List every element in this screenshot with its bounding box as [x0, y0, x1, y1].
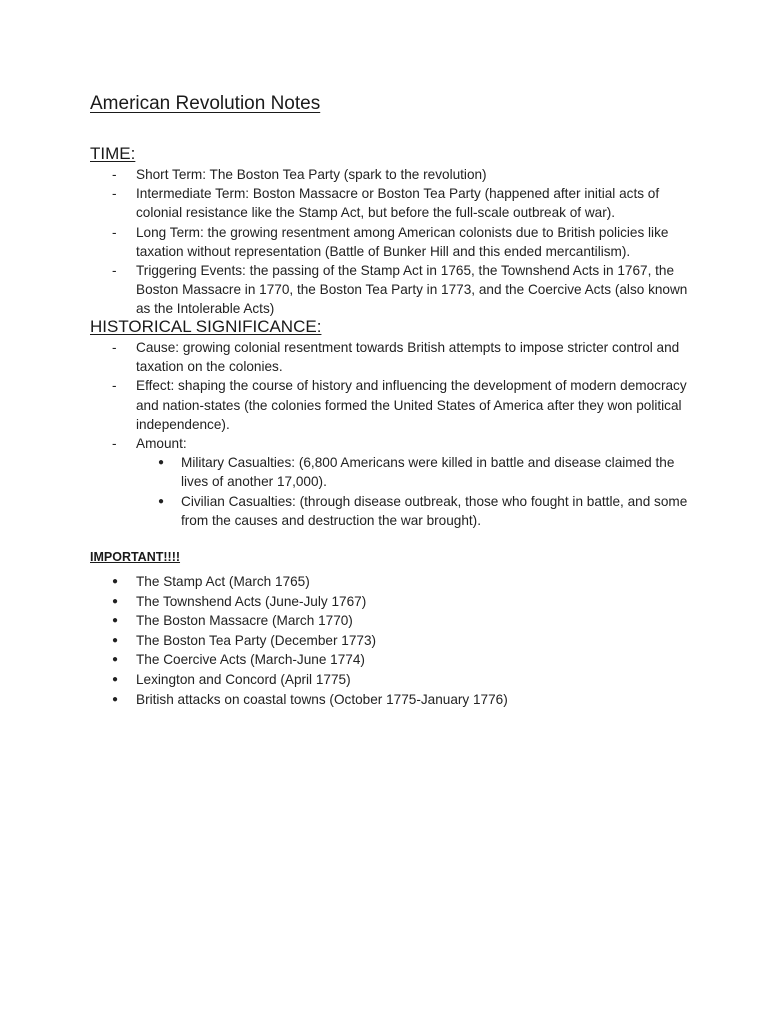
list-item-text: British attacks on coastal towns (October 1775-January 1776) — [136, 691, 508, 707]
dash-marker: - — [112, 224, 117, 240]
significance-list — [90, 338, 690, 530]
list-item — [90, 165, 690, 184]
bullet-icon: ● — [112, 693, 119, 705]
bullet-icon: ● — [112, 634, 119, 646]
list-item-text: Amount: — [136, 436, 187, 452]
sub-list-item-text: Military Casualties: (6,800 Americans were killed in battle and disease claimed the lives of another 17,000). — [181, 455, 675, 490]
historical-significance-heading: HISTORICAL SIGNIFICANCE: — [90, 317, 322, 336]
list-item-text: Lexington and Concord (April 1775) — [136, 671, 351, 687]
bullet-icon: ● — [112, 654, 119, 666]
list-item-text: Effect: shaping the course of history and influencing the development of modern democracy and nation-states (the colonies formed the United States of America after they won political independence). — [136, 378, 687, 432]
list-item-text: Intermediate Term: Boston Massacre or Boston Tea Party (happened after initial acts of colonial resistance like the Stamp Act, but before the full-scale outbreak of war). — [136, 186, 660, 221]
sub-list-item — [136, 453, 690, 491]
time-heading: TIME: — [90, 144, 136, 163]
important-label: IMPORTANT!!!! — [90, 550, 181, 564]
bullet-icon: ● — [112, 673, 119, 685]
list-item — [90, 184, 690, 222]
time-list — [90, 165, 690, 319]
list-item-text: The Stamp Act (March 1765) — [136, 574, 310, 589]
list-item — [90, 376, 690, 434]
list-item-text: The Townshend Acts (June-July 1767) — [136, 593, 367, 609]
list-item-text: The Boston Massacre (March 1770) — [136, 613, 353, 629]
list-item-text: Short Term: The Boston Tea Party (spark to the revolution) — [136, 167, 487, 182]
sub-list-item — [136, 492, 690, 530]
bullet-icon: ● — [112, 615, 119, 627]
amount-sublist — [136, 453, 690, 530]
dash-marker: - — [112, 378, 117, 394]
list-item — [90, 631, 690, 651]
list-item-text: Triggering Events: the passing of the Stamp Act in 1765, the Townshend Acts in 1767, the Boston Massacre in 1770, the Boston Tea Party in 1773, and the Coercive Acts (also known as the Intolerable Acts) — [136, 263, 688, 317]
bullet-icon: ● — [158, 495, 165, 507]
list-item — [90, 650, 690, 670]
bullet-icon: ● — [112, 595, 119, 607]
list-item — [90, 338, 690, 376]
dash-marker: - — [112, 186, 117, 202]
list-item — [90, 434, 690, 530]
list-item-text: Long Term: the growing resentment among American colonists due to British policies like taxation without representation (Battle of Bunker Hill and this ended mercantilism). — [136, 224, 669, 259]
list-item — [90, 261, 690, 319]
list-item-text: The Boston Tea Party (December 1773) — [136, 632, 377, 648]
list-item — [90, 223, 690, 261]
list-item-text: Cause: growing colonial resentment towards British attempts to impose stricter control and taxation on the colonies. — [136, 340, 680, 375]
list-item — [90, 572, 690, 592]
dash-marker: - — [112, 340, 117, 355]
bullet-icon: ● — [112, 576, 119, 587]
sub-list-item-text: Civilian Casualties: (through disease outbreak, those who fought in battle, and some from the causes and destruction the war brought). — [181, 493, 688, 528]
list-item — [90, 670, 690, 690]
document-title: American Revolution Notes — [90, 93, 321, 114]
dash-marker: - — [112, 167, 117, 182]
list-item — [90, 611, 690, 631]
dash-marker: - — [112, 263, 117, 279]
list-item-text: The Coercive Acts (March-June 1774) — [136, 652, 365, 668]
dash-marker: - — [112, 436, 117, 452]
list-item — [90, 690, 690, 710]
important-list — [90, 572, 690, 709]
bullet-icon: ● — [158, 457, 165, 469]
list-item — [90, 592, 690, 612]
